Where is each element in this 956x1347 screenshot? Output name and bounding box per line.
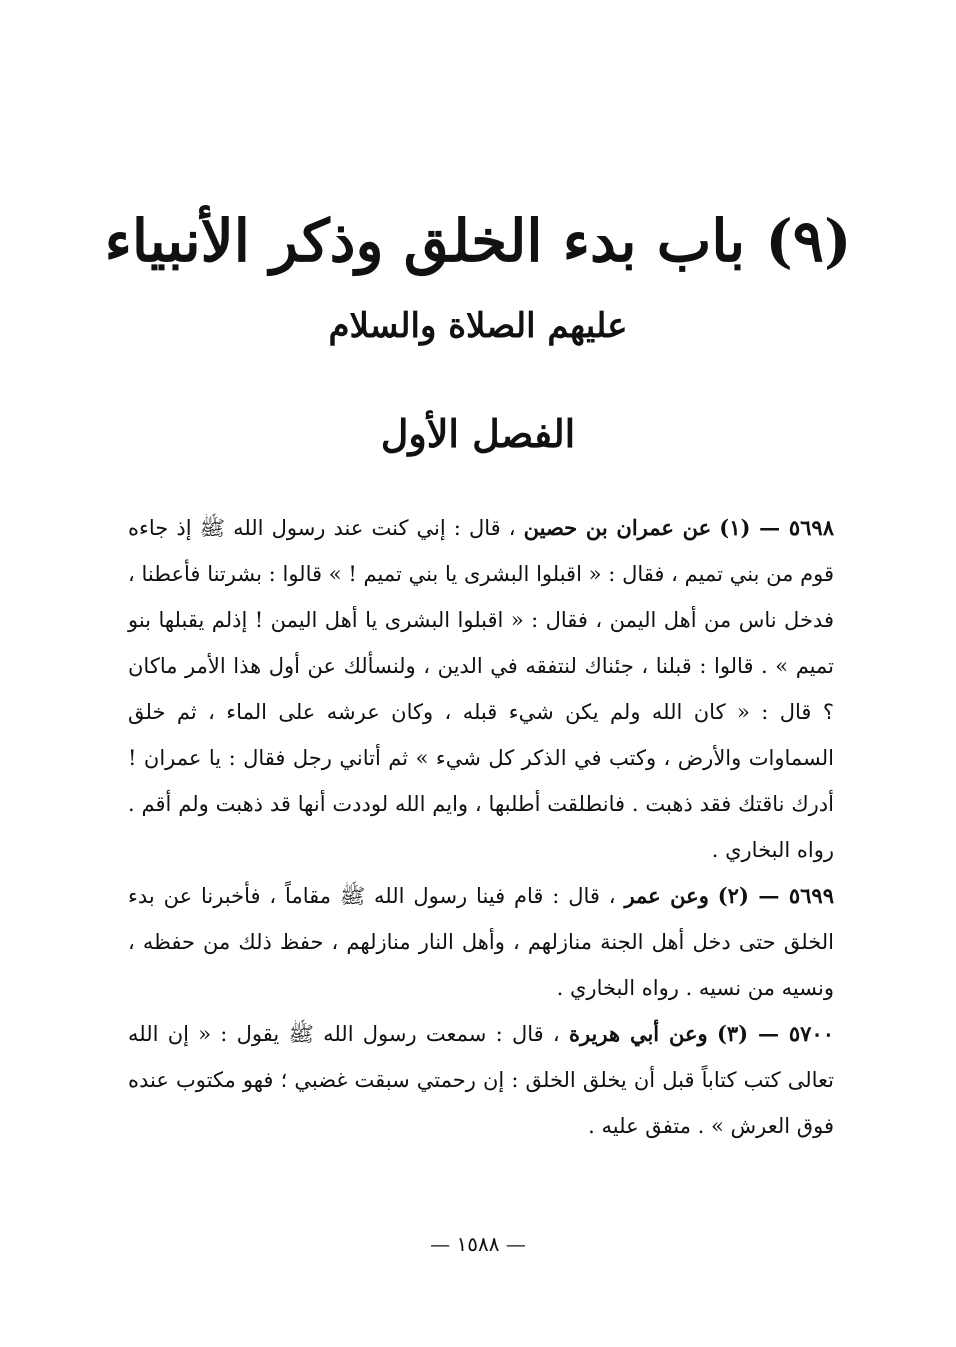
hadith-number: ٥٧٠٠ — (٣)	[716, 1021, 834, 1046]
chapter-title: (٩) باب بدء الخلق وذكر الأنبياء	[104, 207, 852, 275]
hadith-narrator: وعن عمر	[624, 883, 709, 908]
hadith-narrator: عن عمران بن حصين	[523, 515, 712, 540]
hadith-narrator: وعن أبي هريرة	[568, 1021, 708, 1046]
chapter-subtitle: عليهم الصلاة والسلام	[328, 306, 628, 346]
page-number: — ١٥٨٨ —	[430, 1232, 526, 1256]
hadith-text: ، قال : إني كنت عند رسول الله ﷺ إذ جاءه قوم من بني تميم ، فقال : « اقبلوا البشرى يا بني تميم ! » قالوا : بشرتنا فأعطنا ، فدخل ناس من أهل اليمن ، فقال : « اقبلوا البشرى يا أهل اليمن ! إذلم يقبلها بنو تميم » . قالوا : قبلنا ، جئناك لنتفقه في الدين ، ولنسألك عن أول هذا الأمر ماكان ؟ قال : « كان الله ولم يكن شيء قبله ، وكان عرشه على الماء ، ثم خلق السماوات والأرض ، وكتب في الذكر كل شيء » ثم أتاني رجل فقال : يا عمران ! أدرك ناقتك فقد ذهبت . فانطلقت أطلبها ، وايم الله لوددت أنها قد ذهبت ولم أقم . رواه البخاري .	[128, 516, 834, 862]
hadith-paragraph	[128, 505, 834, 873]
section-title: الفصل الأول	[380, 411, 576, 456]
hadith-text: ، قال : سمعت رسول الله ﷺ يقول : « إن الله تعالى كتب كتاباً قبل أن يخلق الخلق : إن رحمتي سبقت غضبي ؛ فهو مكتوب عنده فوق العرش » . متفق عليه .	[128, 1022, 834, 1138]
hadith-list	[128, 505, 834, 1149]
hadith-number: ٥٦٩٩ — (٢)	[717, 883, 834, 908]
hadith-text: ، قال : قام فينا رسول الله ﷺ مقاماً ، فأخبرنا عن بدء الخلق حتى دخل أهل الجنة منازلهم ، وأهل النار منازلهم ، حفظ ذلك من حفظه ، ونسيه من نسيه . رواه البخاري .	[128, 884, 834, 1000]
hadith-paragraph	[128, 873, 834, 1011]
hadith-number: ٥٦٩٨ — (١)	[719, 515, 834, 540]
hadith-paragraph	[128, 1011, 834, 1149]
